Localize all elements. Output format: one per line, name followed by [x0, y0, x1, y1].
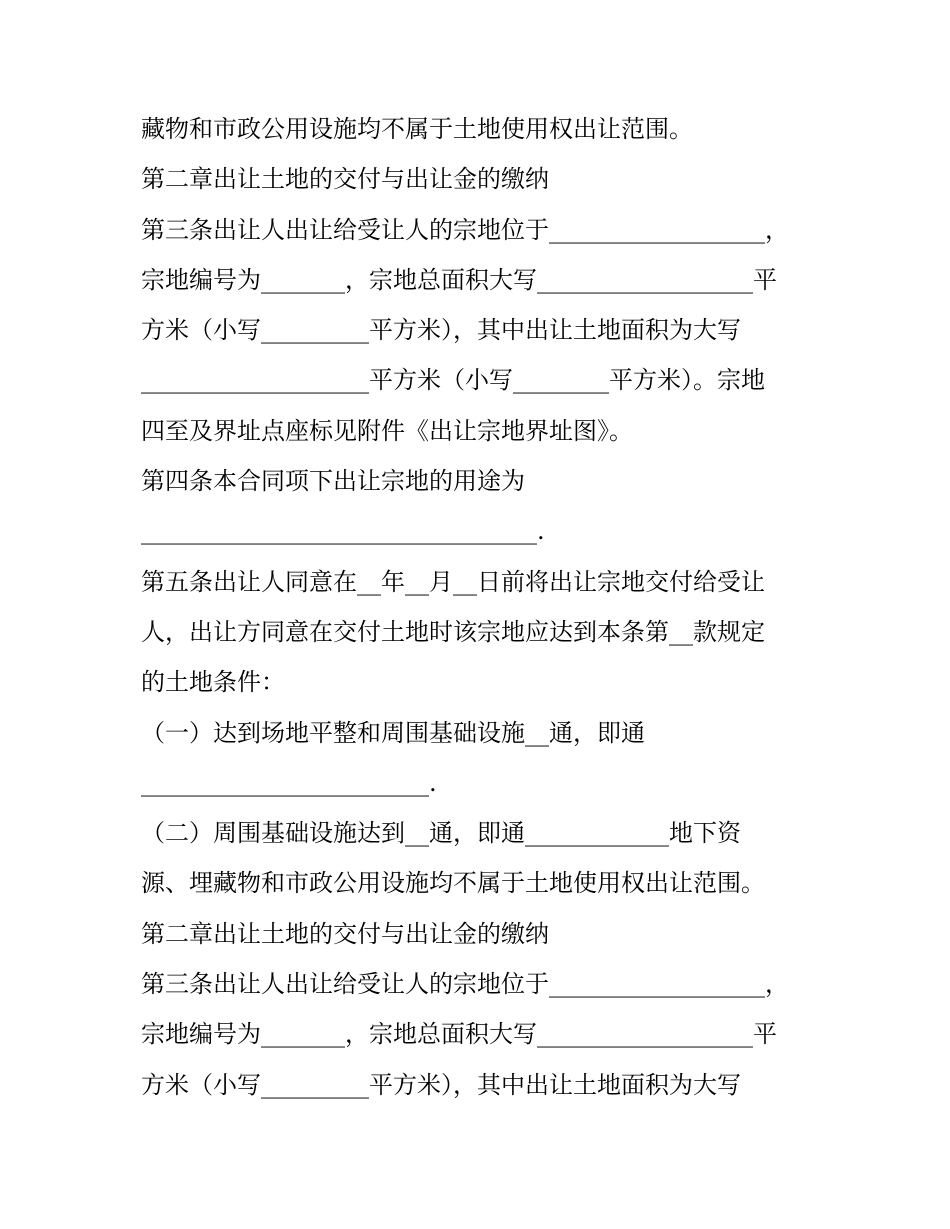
text-line: ___________________平方米（小写________平方米）。宗地 — [141, 366, 765, 395]
text-line: 藏物和市政公用设施均不属于土地使用权出让范围。 — [141, 115, 693, 143]
blank-line: _________________________________. — [141, 517, 545, 546]
text-line: 第五条出让人同意在__年__月__日前将出让宗地交付给受让 — [141, 567, 765, 596]
text-line: （二）周围基础设施达到__通，即通____________地下资 — [141, 819, 741, 848]
text-line: 人，出让方同意在交付土地时该宗地应达到本条第__款规定 — [141, 617, 765, 646]
blank-line: ________________________. — [141, 768, 437, 797]
text-line: （一）达到场地平整和周围基础设施__通，即通 — [141, 718, 645, 747]
text-line: 源、埋藏物和市政公用设施均不属于土地使用权出让范围。 — [141, 869, 765, 898]
text-line: 第三条出让人出让给受让人的宗地位于__________________， — [141, 970, 789, 999]
chapter-heading: 第二章出让土地的交付与出让金的缴纳 — [141, 165, 549, 194]
text-line: 方米（小写_________平方米），其中出让土地面积为大写 — [141, 316, 741, 345]
text-line: 的土地条件： — [141, 668, 285, 697]
document-body — [141, 104, 821, 1110]
text-line: 第三条出让人出让给受让人的宗地位于__________________， — [141, 215, 789, 244]
text-line: 四至及界址点座标见附件《出让宗地界址图》。 — [141, 416, 633, 445]
text-line: 宗地编号为_______，宗地总面积大写__________________平 — [141, 265, 777, 294]
text-line: 第四条本合同项下出让宗地的用途为 — [141, 467, 525, 496]
chapter-heading: 第二章出让土地的交付与出让金的缴纳 — [141, 919, 549, 948]
text-line: 宗地编号为_______，宗地总面积大写__________________平 — [141, 1020, 777, 1049]
text-line: 方米（小写_________平方米），其中出让土地面积为大写 — [141, 1070, 741, 1099]
